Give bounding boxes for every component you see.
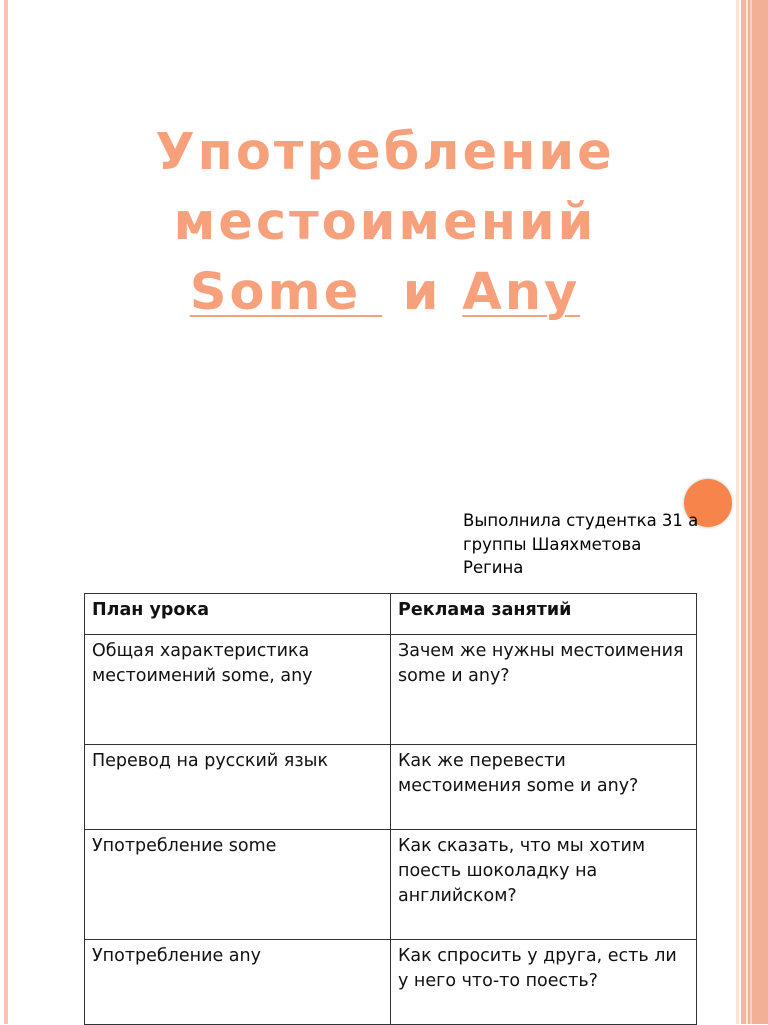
lesson-plan-table bbox=[84, 593, 697, 1025]
table-cell: Перевод на русский язык bbox=[85, 745, 391, 830]
author-line-3: Регина bbox=[463, 558, 524, 577]
table-cell: Как сказать, что мы хотим поесть шоколадку на английском? bbox=[391, 830, 697, 940]
title-line-3 bbox=[40, 258, 730, 328]
table-cell: Зачем же нужны местоимения some и any? bbox=[391, 635, 697, 745]
slide-title bbox=[40, 118, 730, 328]
title-line-1: Употребление bbox=[155, 123, 615, 182]
author-block bbox=[463, 509, 753, 580]
table-cell: Общая характеристика местоимений some, any bbox=[85, 635, 391, 745]
title-some: Some bbox=[189, 263, 382, 322]
table-header-row bbox=[85, 594, 697, 635]
header-ads: Реклама занятий bbox=[391, 594, 697, 635]
table-cell: Как спросить у друга, есть ли у него что-то поесть? bbox=[391, 940, 697, 1025]
left-border-stripe bbox=[4, 0, 8, 1024]
table-cell: Употребление any bbox=[85, 940, 391, 1025]
author-line-1: Выполнила студентка 31 а bbox=[463, 511, 699, 530]
table-row bbox=[85, 635, 697, 745]
table-row bbox=[85, 830, 697, 940]
table-row bbox=[85, 940, 697, 1025]
title-line-2: местоимений bbox=[173, 193, 597, 252]
title-any: Any bbox=[462, 263, 581, 322]
table-row bbox=[85, 745, 697, 830]
header-plan: План урока bbox=[85, 594, 391, 635]
table-cell: Употребление some bbox=[85, 830, 391, 940]
table-cell: Как же перевести местоимения some и any? bbox=[391, 745, 697, 830]
author-line-2: группы Шаяхметова bbox=[463, 534, 642, 554]
title-and: и bbox=[381, 263, 463, 322]
